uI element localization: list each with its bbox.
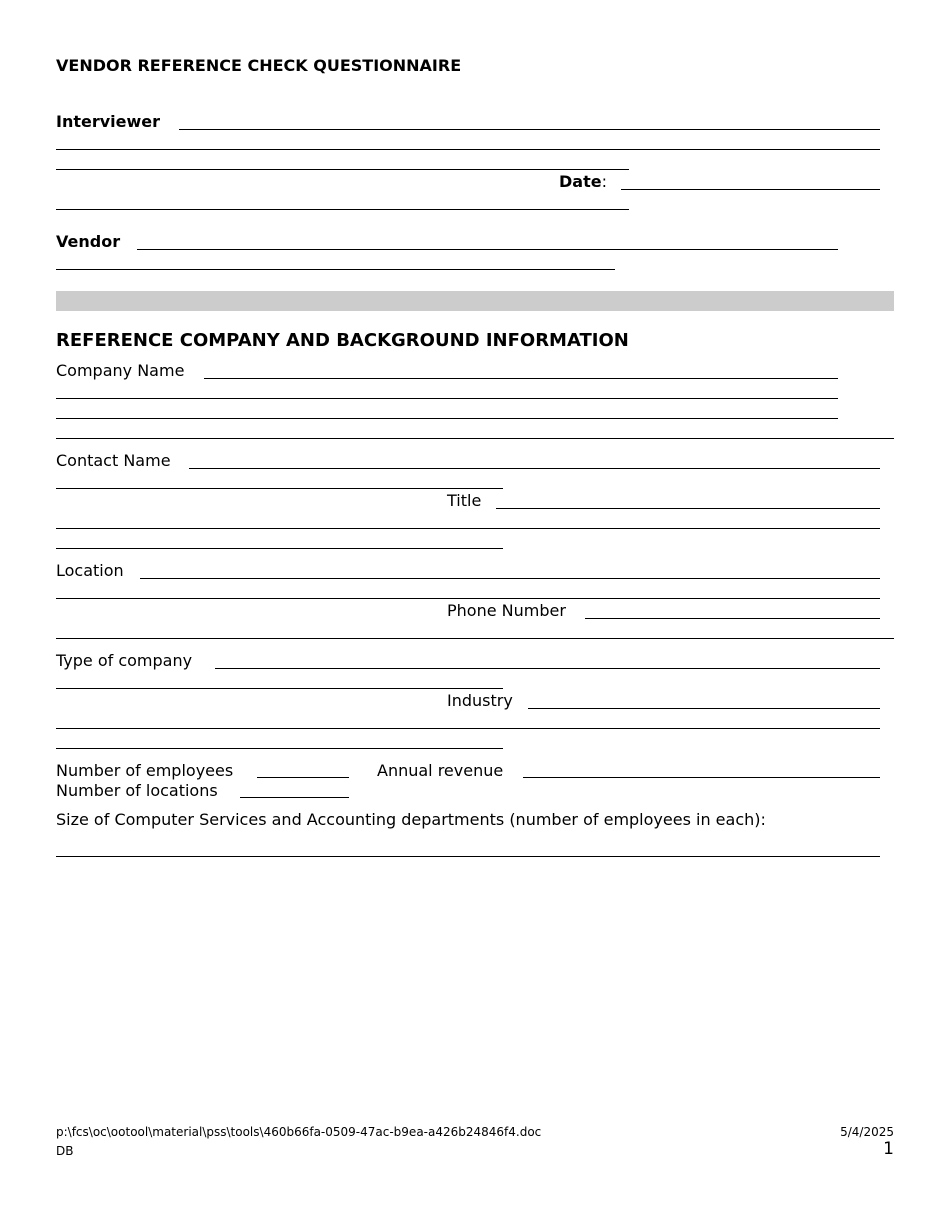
document-title: VENDOR REFERENCE CHECK QUESTIONNAIRE	[56, 56, 462, 75]
contact-name-field[interactable]	[189, 468, 880, 469]
interviewer-field-line-3[interactable]	[56, 169, 629, 170]
interviewer-field-line-2[interactable]	[56, 149, 880, 150]
phone-number-field-line-2[interactable]	[56, 638, 894, 639]
interviewer-label: Interviewer	[56, 112, 161, 131]
title-label: Title	[447, 491, 482, 510]
location-field[interactable]	[140, 578, 880, 579]
company-name-field-line-4[interactable]	[56, 438, 894, 439]
phone-number-label: Phone Number	[447, 601, 566, 620]
date-label: Date	[559, 172, 602, 191]
number-of-employees-field[interactable]	[257, 777, 349, 778]
industry-field[interactable]	[528, 708, 880, 709]
company-name-field-line-3[interactable]	[56, 418, 838, 419]
footer-initials: DB	[56, 1144, 74, 1158]
industry-label: Industry	[447, 691, 513, 710]
number-of-locations-label: Number of locations	[56, 781, 218, 800]
contact-name-label: Contact Name	[56, 451, 171, 470]
location-field-line-2[interactable]	[56, 598, 880, 599]
company-name-field[interactable]	[204, 378, 838, 379]
department-size-label: Size of Computer Services and Accounting departments (number of employees in each):	[56, 810, 766, 829]
footer-file-path: p:\fcs\oc\ootool\material\pss\tools\460b66fa-0509-47ac-b9ea-a426b24846f4.doc	[56, 1125, 542, 1139]
title-field[interactable]	[496, 508, 880, 509]
contact-name-field-line-2[interactable]	[56, 488, 503, 489]
interviewer-field[interactable]	[179, 129, 880, 130]
date-label-wrap	[559, 174, 607, 190]
industry-field-line-2[interactable]	[56, 728, 880, 729]
industry-field-line-3[interactable]	[56, 748, 503, 749]
type-of-company-field-line-2[interactable]	[56, 688, 503, 689]
vendor-label: Vendor	[56, 232, 121, 251]
location-label: Location	[56, 561, 124, 580]
date-field[interactable]	[621, 189, 880, 190]
vendor-field[interactable]	[137, 249, 838, 250]
footer-date: 5/4/2025	[840, 1125, 894, 1139]
date-colon: :	[601, 172, 607, 191]
annual-revenue-field[interactable]	[523, 777, 880, 778]
company-name-label: Company Name	[56, 361, 185, 380]
type-of-company-label: Type of company	[56, 651, 193, 670]
department-size-field[interactable]	[56, 856, 880, 857]
type-of-company-field[interactable]	[215, 668, 880, 669]
title-field-line-3[interactable]	[56, 548, 503, 549]
vendor-field-line-2[interactable]	[56, 269, 615, 270]
number-of-employees-label: Number of employees	[56, 761, 234, 780]
section-heading: REFERENCE COMPANY AND BACKGROUND INFORMATION	[56, 330, 629, 351]
number-of-locations-field[interactable]	[240, 797, 349, 798]
phone-number-field[interactable]	[585, 618, 880, 619]
date-field-line-2[interactable]	[56, 209, 629, 210]
title-field-line-2[interactable]	[56, 528, 880, 529]
company-name-field-line-2[interactable]	[56, 398, 838, 399]
section-divider-band	[56, 291, 894, 311]
page-number: 1	[883, 1139, 894, 1159]
annual-revenue-label: Annual revenue	[377, 761, 504, 780]
